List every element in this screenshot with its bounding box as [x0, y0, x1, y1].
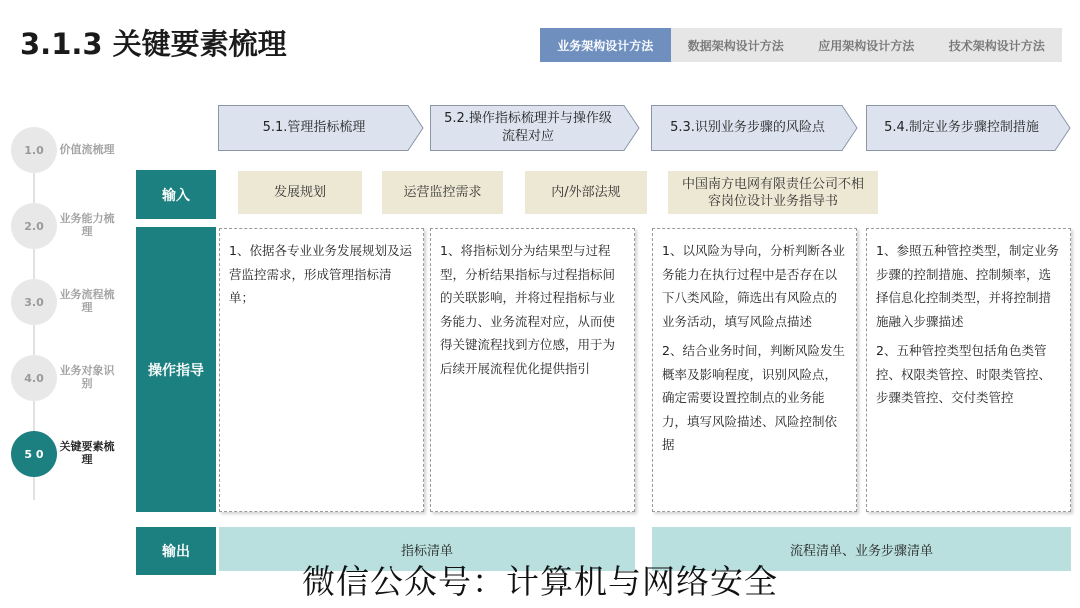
phase-label: 5.4.制定业务步骤控制措施 [884, 120, 1039, 135]
step-5-circle[interactable]: 5 0 [11, 431, 57, 477]
guide-card-5-4 [866, 228, 1071, 512]
phase-arrow-5-1 [218, 105, 424, 151]
row-label-input: 输入 [136, 170, 216, 219]
guide-text: 1、参照五种管控类型，制定业务步骤的控制措施、控制频率，选择信息化控制类型，并将控制措施融入步骤描述 [876, 243, 1059, 329]
tab-application-architecture[interactable]: 应用架构设计方法 [818, 38, 915, 53]
step-2-circle[interactable]: 2.0 [11, 203, 57, 249]
guide-text: 1、依据各专业业务发展规划及运营监控需求，形成管理指标清单； [229, 243, 412, 305]
phase-label: 5.2.操作指标梳理并与操作级流程对应 [444, 111, 612, 144]
input-item: 发展规划 [238, 171, 362, 214]
guide-card-5-3 [652, 228, 857, 512]
guide-text: 2、结合业务时间，判断风险发生概率及影响程度，识别风险点，确定需要设置控制点的业务能力，填写风险描述、风险控制依据 [662, 343, 845, 452]
phase-arrow-5-4 [866, 105, 1071, 151]
phase-label: 5.3.识别业务步骤的风险点 [670, 120, 825, 135]
tab-business-architecture[interactable]: 业务架构设计方法 [540, 28, 671, 62]
row-label-output: 输出 [136, 527, 216, 575]
phase-label: 5.1.管理指标梳理 [262, 120, 366, 135]
guide-text: 2、五种管控类型包括角色类管控、权限类管控、时限类管控、步骤类管控、交付类管控 [876, 343, 1052, 405]
input-item: 中国南方电网有限责任公司不相容岗位设计业务指导书 [668, 171, 878, 214]
input-item: 内/外部法规 [525, 171, 647, 214]
step-4-circle[interactable]: 4.0 [11, 355, 57, 401]
output-item: 流程清单、业务步骤清单 [652, 527, 1071, 571]
method-tabs [540, 28, 1062, 62]
output-item: 指标清单 [219, 527, 635, 571]
phase-arrow-5-2 [430, 105, 640, 151]
guide-text: 1、将指标划分为结果型与过程型，分析结果指标与过程指标间的关联影响，并将过程指标与业务能力、业务流程对应，从而使得关键流程找到方位感，用于为后续开展流程优化提供指引 [440, 243, 616, 376]
step-4-label: 业务对象识别 [59, 364, 115, 390]
phase-arrow-5-3 [651, 105, 858, 151]
page-title: 3.1.3 关键要素梳理 [20, 27, 287, 61]
step-1-circle[interactable]: 1.0 [11, 127, 57, 173]
step-3-label: 业务流程梳理 [59, 288, 115, 314]
step-1-label: 价值流梳理 [59, 143, 115, 156]
input-item: 运营监控需求 [382, 171, 503, 214]
guide-text: 1、以风险为导向，分析判断各业务能力在执行过程中是否存在以下八类风险，筛选出有风险点的业务活动，填写风险点描述 [662, 243, 845, 329]
row-label-guide: 操作指导 [148, 363, 204, 379]
tab-technology-architecture[interactable]: 技术架构设计方法 [948, 38, 1045, 53]
guide-card-5-1 [219, 228, 424, 512]
watermark-text: 微信公众号：计算机与网络安全 [302, 562, 778, 601]
step-3-circle[interactable]: 3.0 [11, 279, 57, 325]
guide-card-5-2 [430, 228, 635, 512]
step-5-label: 关键要素梳理 [59, 440, 115, 466]
tab-data-architecture[interactable]: 数据架构设计方法 [687, 38, 784, 53]
step-2-label: 业务能力梳理 [59, 212, 115, 238]
